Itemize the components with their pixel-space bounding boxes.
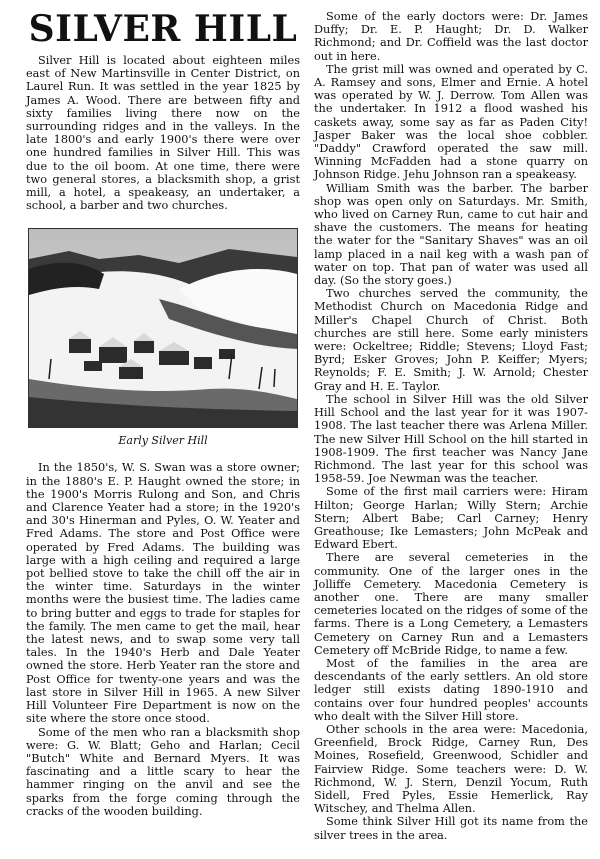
paragraph: The grist mill was owned and operated by C. A. Ramsey and sons, Elmer and Ernie. A hotel was operated by W. J. Derrow. Tom Allen was the undertaker. In 1912 a flood washed his caskets away, some say as far as Paden City! Jasper Baker was the local shoe cobbler. "Daddy" Crawford operated the saw mill. Winning McFadden had a stone quarry on Johnson Ridge. Jehu Johnson ran a speakeasy. [314,62,588,182]
paragraph: The school in Silver Hill was the old Silver Hill School and the last year for it was 1907-1908. The last teacher there was Arlena Miller. The new Silver Hill School on the hill started in 1908-1909. The first teacher was Nancy Jane Richmond. The last year for this school was 1958-59. Joe Newman was the teacher. [314,392,588,486]
paragraph: Silver Hill is located about eighteen miles east of New Martinsville in Center District, on Laurel Run. It was settled in the year 1825 by James A. Wood. There are between fifty and sixty families living there now on the surrounding ridges and in the valleys. In the late 1800's and early 1900's there were over one hundred families in Silver Hill. This was due to the oil boom. At one time, there were two general stores, a blacksmith shop, a grist mill, a hotel, a speakeasy, an undertaker, a school, a barber and two churches. [26,54,300,213]
photo-caption: Early Silver Hill [118,434,208,448]
paragraph: Other schools in the area were: Macedonia, Greenfield, Brock Ridge, Carney Run, Des Moines, Rosefield, Greenwood, Schidler and Fairview Ridge. Some teachers were: D. W. Richmond, W. J. Stern, Denzil Yocum, Ruth Sidell, Fred Pyles, Essie Hemerlick, Ray Witschey, and Thelma Allen. [314,722,588,816]
paragraph: Some of the first mail carriers were: Hiram Hilton; George Harlan; Willy Stern; Archie Stern; Albert Babe; Carl Carney; Henry Greathouse; Ike Lemasters; John McPeak and Edward Ebert. [314,485,588,552]
paragraph: Some of the early doctors were: Dr. James Duffy; Dr. E. P. Haught; Dr. D. Walker Richmond; and Dr. Coffield was the last doctor out in here. [314,10,588,63]
paragraph: There are several cemeteries in the community. One of the larger ones in the Jolliffe Cemetery. Macedonia Cemetery is another one. There are many smaller cemeteries located on the ridges of some of the farms. There is a Long Cemetery, a Lemasters Cemetery on Carney Run and a Lemasters Cemetery off McBride Ridge, to name a few. [314,551,588,657]
paragraph: Some of the men who ran a blacksmith shop were: G. W. Blatt; Geho and Harlan; Cecil "Butch" White and Bernard Myers. It was fascinating and a little scary to hear the hammer ringing on the anvil and see the sparks from the forge coming through the cracks of the wooden building. [26,725,300,818]
paragraph: Some think Silver Hill got its name from the silver trees in the area. [314,815,588,842]
paragraph: In the 1850's, W. S. Swan was a store owner; in the 1880's E. P. Haught owned the store; in the 1900's Morris Rulong and Son, and Chris and Clarence Yeater had a store; in the 1920's and 30's Hinerman and Pyles, O. W. Yeater and Fred Adams. The store and Post Office were operated by Fred Adams. The building was large with a high ceiling and required a large pot bellied stove to take the chill off the air in the winter time. Saturdays in the winter months were the busiest time. The ladies came to bring butter and eggs to trade for staples for the family. The men came to get the mail, hear the latest news, and to swap some very tall tales. In the 1940's Herb and Dale Yeater owned the store. Herb Yeater ran the store and Post Office for twenty-one years and was the last store in Silver Hill in 1965. A new Silver Hill Volunteer Fire Department is now on the site where the store once stood. [26,461,300,726]
paragraph: Most of the families in the area are descendants of the early settlers. An old store ledger still exists dating 1890-1910 and contains over four hundred peoples' accounts who dealt with the Silver Hill store. [314,656,588,723]
right-column [314,10,588,851]
article-title: SILVER HILL [28,8,298,50]
paragraph: Two churches served the community, the Methodist Church on Macedonia Ridge and Miller's Chapel Church of Christ. Both churches are still here. Some early ministers were: Ockeltree; Riddle; Stevens; Lloyd Fast; Byrd; Esker Groves; John P. Keiffer; Myers; Reynolds; F. E. Smith; J. W. Arnold; Chester Gray and H. E. Taylor. [314,287,588,393]
winter-village-photo [29,229,297,427]
paragraph: William Smith was the barber. The barber shop was open only on Saturdays. Mr. Smith, who lived on Carney Run, came to cut hair and shave the customers. The means for heating the water for the "Sanitary Shaves" was an oil lamp placed in a nail keg with a wash pan of water on top. That pan of water was used all day. (So the story goes.) [314,181,588,288]
early-silver-hill-photo [28,228,298,428]
left-column [26,10,300,851]
